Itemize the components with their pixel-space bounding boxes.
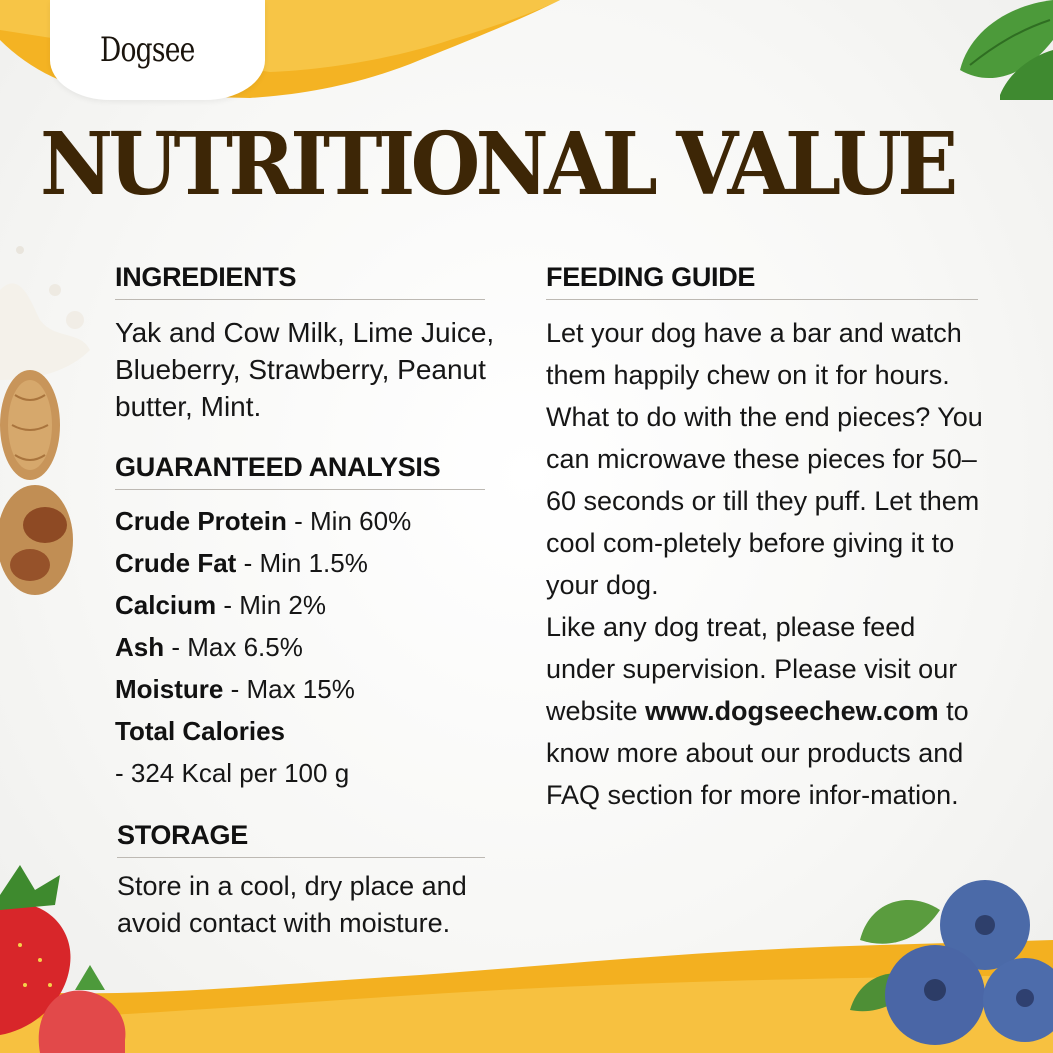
storage-text: Store in a cool, dry place and avoid contact with moisture. (117, 871, 467, 938)
analysis-value: - Min 1.5% (236, 548, 368, 578)
ingredients-section (115, 262, 495, 425)
brand-logo: Dogsee (100, 30, 195, 70)
storage-heading: STORAGE (117, 820, 485, 858)
analysis-row (115, 668, 485, 710)
page-title: NUTRITIONAL VALUE (40, 114, 954, 215)
analysis-row (115, 626, 485, 668)
website-link[interactable]: www.dogseechew.com (645, 696, 939, 726)
feeding-heading: FEEDING GUIDE (546, 262, 978, 300)
analysis-name: Crude Fat (115, 548, 237, 578)
ingredients-text: Yak and Cow Milk, Lime Juice, Blueberry, Strawberry, Peanut butter, Mint. (115, 317, 495, 422)
analysis-name: Crude Protein (115, 506, 287, 536)
feeding-section (546, 262, 983, 816)
analysis-value: - Max 6.5% (164, 632, 303, 662)
analysis-value: - Min 2% (216, 590, 326, 620)
analysis-row (115, 710, 485, 752)
mint-leaf-icon (940, 0, 1053, 100)
calories-value: - 324 Kcal per 100 g (115, 758, 350, 788)
feeding-text-before: Like any dog treat, please feed under supervision. Please visit our website (546, 612, 958, 726)
analysis-value: - Min 60% (286, 506, 412, 536)
analysis-name: Ash (115, 632, 165, 662)
analysis-row (115, 584, 485, 626)
storage-section (117, 820, 485, 942)
feeding-paragraph-2 (546, 606, 991, 816)
analysis-name: Moisture (115, 674, 224, 704)
analysis-list (115, 500, 485, 794)
feeding-paragraph-1: Let your dog have a bar and watch them happily chew on it for hours. What to do with the end pieces? You can microwave these pieces for 50–60 seconds or till they puff. Let them cool com-pletely before giving it to your dog. (546, 318, 983, 600)
analysis-name: Calcium (115, 590, 217, 620)
analysis-row (115, 500, 485, 542)
ingredients-heading: INGREDIENTS (115, 262, 485, 300)
analysis-section (115, 452, 485, 794)
analysis-value: - Max 15% (223, 674, 355, 704)
analysis-row (115, 542, 485, 584)
blueberry-icon (850, 880, 1053, 1053)
feeding-text-after: to know more about our products and FAQ section for more infor-mation. (546, 696, 969, 810)
analysis-name: Total Calories (115, 716, 286, 746)
analysis-heading: GUARANTEED ANALYSIS (115, 452, 485, 490)
peanut-icon (0, 365, 90, 615)
